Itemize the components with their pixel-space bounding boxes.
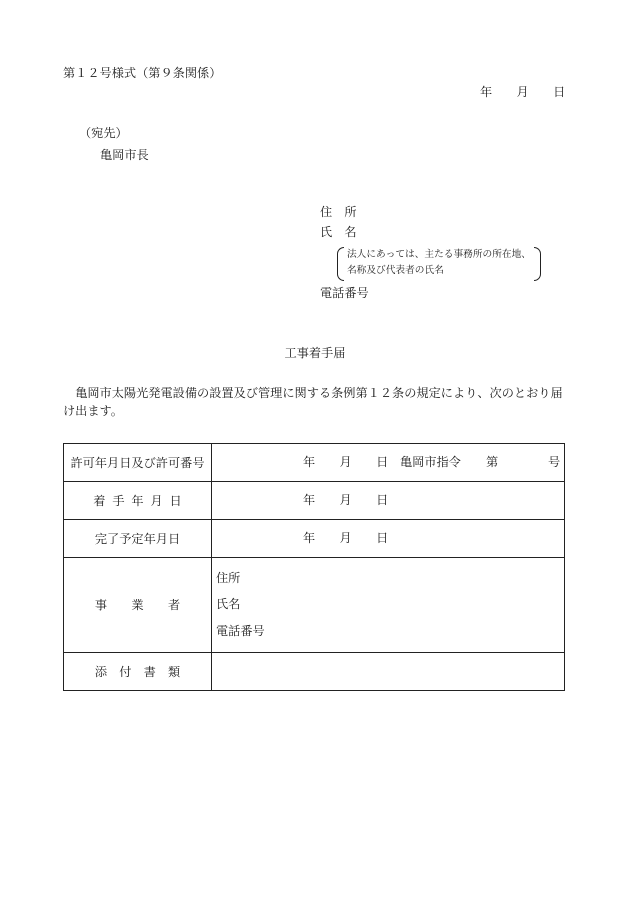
body-line: け出ます。 (63, 404, 123, 418)
addressee-label: （宛先） (79, 126, 128, 140)
start-date: 年 月 日 (303, 493, 389, 507)
table-row-permit (64, 444, 565, 482)
applicant-address-label: 住 所 (320, 205, 357, 219)
document-title: 工事着手届 (284, 346, 346, 360)
corporate-note-line: 法人にあっては、主たる事務所の所在地、 (347, 249, 531, 260)
body-line: 亀岡市太陽光発電設備の設置及び管理に関する条例第１２条の規定により、次のとおり届 (75, 386, 563, 400)
right-bracket (534, 247, 541, 281)
attachments-value-cell (212, 653, 565, 690)
operator-value-cell (212, 558, 565, 652)
permit-issuer: 亀岡市指令 (400, 455, 461, 469)
completion-date-value-cell (212, 520, 565, 557)
corporate-note-line: 名称及び代表者の氏名 (347, 265, 444, 276)
start-date-label: 着 手 年 月 日 (64, 482, 212, 519)
table-row-start-date (64, 482, 565, 520)
corporate-note (336, 247, 542, 281)
table-row-operator (64, 558, 565, 653)
start-date-value-cell (212, 482, 565, 519)
permit-number-prefix: 第 (486, 455, 499, 469)
permit-value-cell (212, 444, 565, 481)
submission-date: 年 月 日 (480, 85, 566, 99)
table-row-completion-date (64, 520, 565, 558)
operator-address-label: 住所 (216, 571, 241, 585)
addressee-name: 亀岡市長 (100, 148, 149, 162)
permit-date: 年 月 日 (303, 455, 389, 469)
completion-date: 年 月 日 (303, 531, 389, 545)
body-text (63, 384, 566, 420)
permit-number-suffix: 号 (548, 455, 561, 469)
form-number: 第１２号様式（第９条関係） (63, 66, 222, 80)
table-row-attachments (64, 653, 565, 691)
applicant-name-label: 氏 名 (320, 225, 357, 239)
notification-table (63, 443, 565, 691)
operator-phone-label: 電話番号 (216, 624, 265, 638)
left-bracket (337, 247, 344, 281)
operator-label: 事 業 者 (64, 558, 212, 652)
permit-label: 許可年月日及び許可番号 (64, 444, 212, 481)
applicant-phone-label: 電話番号 (320, 286, 369, 300)
operator-name-label: 氏名 (216, 597, 241, 611)
completion-date-label: 完了予定年月日 (64, 520, 212, 557)
attachments-label: 添 付 書 類 (64, 653, 212, 690)
